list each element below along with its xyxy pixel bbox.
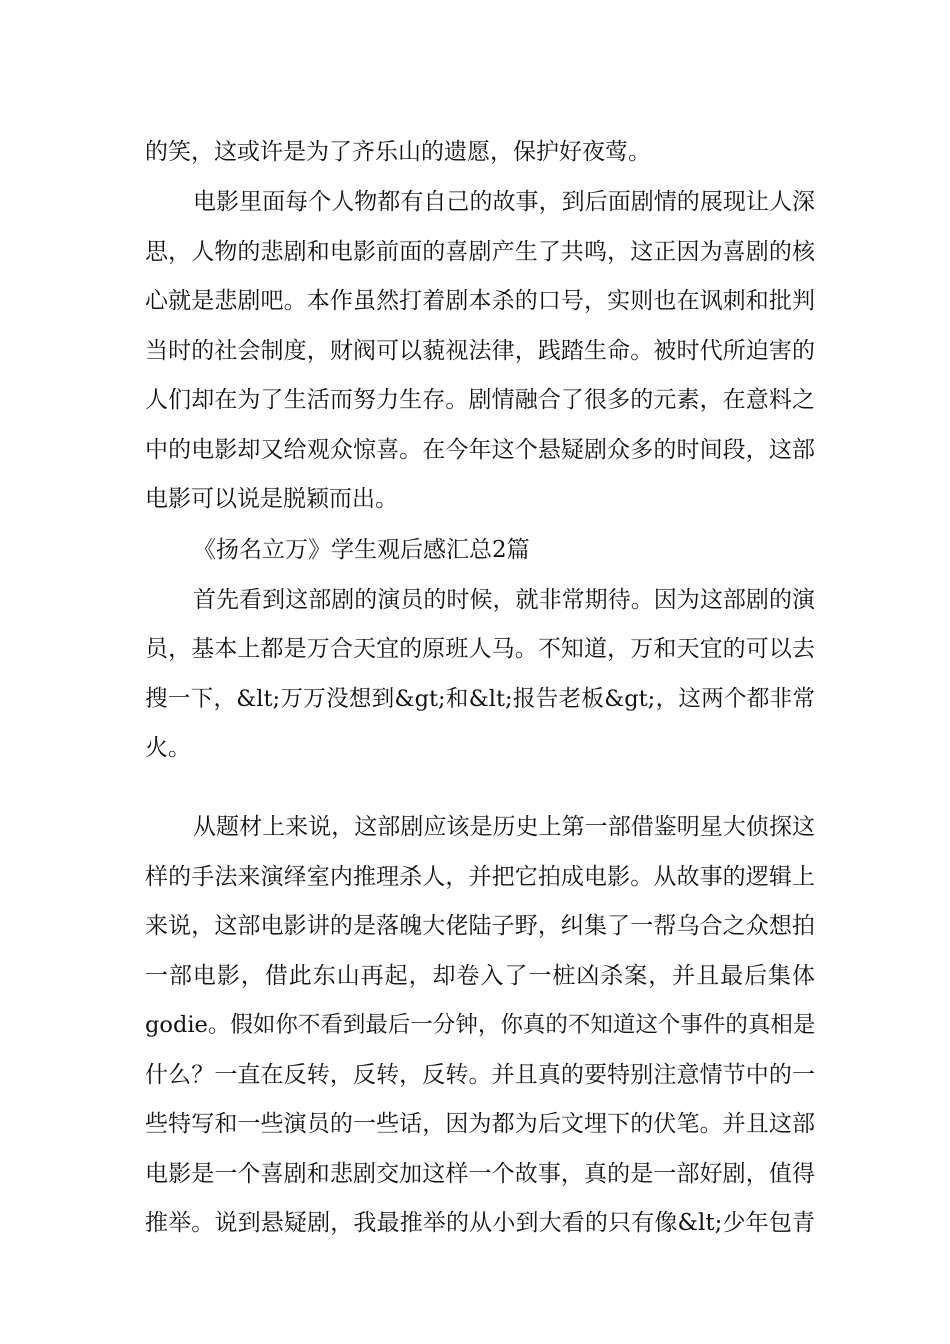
section-heading: 《扬名立万》学生观后感汇总2篇	[193, 537, 530, 563]
text-line: 当时的社会制度，财阀可以藐视法律，践踏生命。被时代所迫害的	[145, 338, 815, 364]
text-line: 的笑，这或许是为了齐乐山的遗愿，保护好夜莺。	[145, 139, 651, 165]
text-line: 思，人物的悲剧和电影前面的喜剧产生了共鸣，这正因为喜剧的核	[145, 239, 815, 265]
text-line: 火。	[145, 735, 191, 761]
text-line: 中的电影却又给观众惊喜。在今年这个悬疑剧众多的时间段，这部	[145, 437, 815, 463]
text-line: 来说，这部电影讲的是落魄大佬陆子野，纠集了一帮乌合之众想拍	[145, 913, 815, 939]
text-line: 推举。说到悬疑剧，我最推举的从小到大看的只有像&lt;少年包青	[145, 1210, 815, 1236]
text-line: 电影里面每个人物都有自己的故事，到后面剧情的展现让人深	[193, 189, 815, 215]
text-line: 些特写和一些演员的一些话，因为都为后文埋下的伏笔。并且这部	[145, 1111, 815, 1137]
text-line: 员，基本上都是万合天宜的原班人马。不知道，万和天宜的可以去	[145, 636, 815, 662]
text-line: 电影可以说是脱颖而出。	[145, 486, 398, 512]
text-line: 从题材上来说，这部剧应该是历史上第一部借鉴明星大侦探这	[193, 814, 815, 840]
text-line: 电影是一个喜剧和悲剧交加这样一个故事，真的是一部好剧，值得	[145, 1161, 815, 1187]
text-line: 人们却在为了生活而努力生存。剧情融合了很多的元素，在意料之	[145, 387, 815, 413]
text-line: 心就是悲剧吧。本作虽然打着剧本杀的口号，实则也在讽刺和批判	[145, 288, 815, 314]
text-line: 什么？一直在反转，反转，反转。并且真的要特别注意情节中的一	[145, 1062, 815, 1088]
text-line: 搜一下，&lt;万万没想到&gt;和&lt;报告老板&gt;，这两个都非常	[145, 686, 815, 712]
text-line: godie。假如你不看到最后一分钟，你真的不知道这个事件的真相是	[145, 1012, 815, 1038]
text-line: 样的手法来演绎室内推理杀人，并把它拍成电影。从故事的逻辑上	[145, 864, 815, 890]
text-line: 首先看到这部剧的演员的时候，就非常期待。因为这部剧的演	[193, 587, 815, 613]
text-line: 一部电影，借此东山再起，却卷入了一桩凶杀案，并且最后集体	[145, 963, 815, 989]
